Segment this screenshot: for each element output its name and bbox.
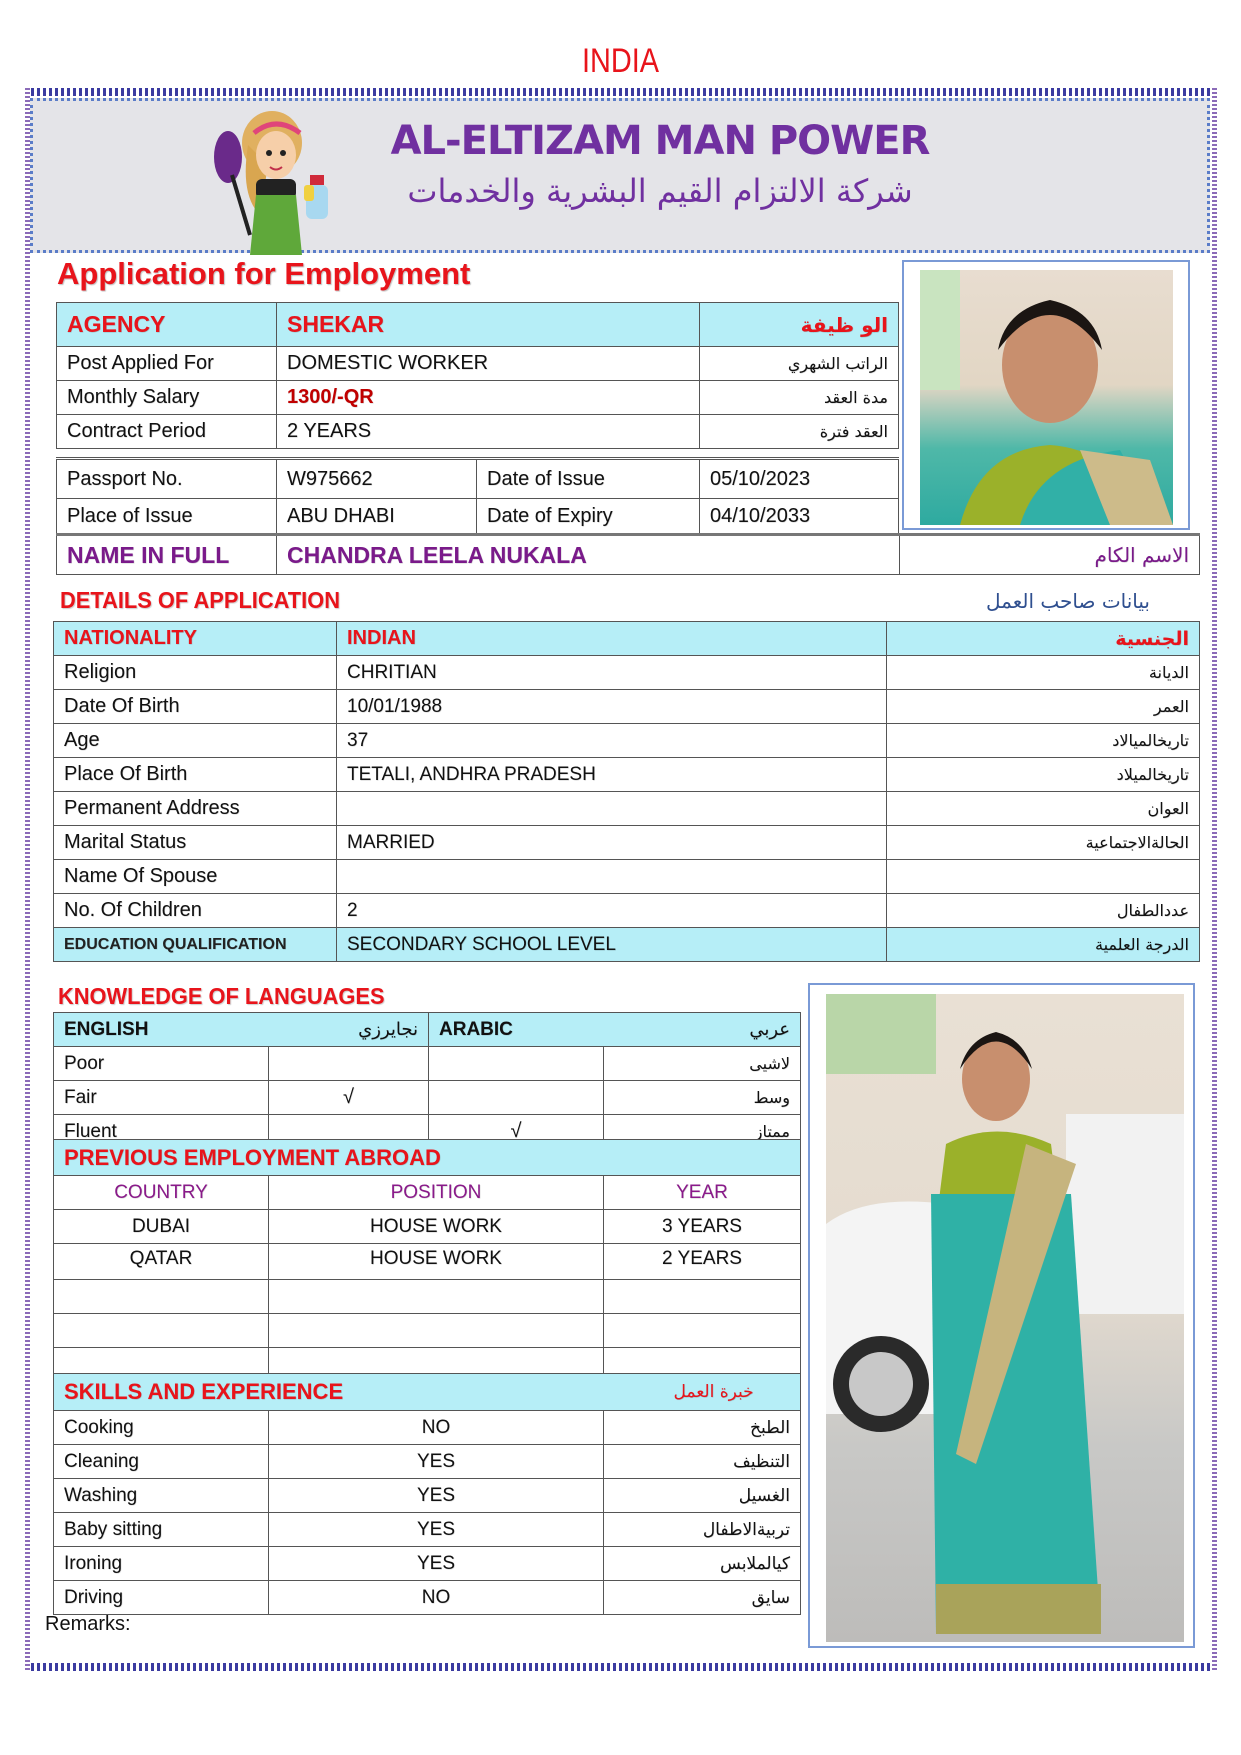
- employment-year: [604, 1280, 801, 1314]
- skill-ironing-arabic: كيالملابس: [604, 1547, 801, 1581]
- position-column-header: POSITION: [269, 1176, 604, 1210]
- full-name-label: NAME IN FULL: [57, 535, 277, 575]
- page-border-left: [25, 88, 30, 1671]
- marital-status-arabic: الحالةالاجتماعية: [887, 826, 1200, 860]
- english-fair-check: √: [269, 1081, 429, 1115]
- skills-section-title-arabic: خبرة العمل: [604, 1374, 801, 1411]
- passport-photo-frame: [902, 260, 1190, 530]
- dob-value: 10/01/1988: [337, 690, 887, 724]
- agency-value: SHEKAR: [277, 303, 700, 347]
- arabic-header: ARABIC: [429, 1013, 604, 1047]
- table-row: [54, 1411, 801, 1445]
- employment-position: HOUSE WORK: [269, 1244, 604, 1280]
- post-label: Post Applied For: [57, 347, 277, 381]
- salary-arabic: مدة العقد: [700, 381, 899, 415]
- skill-cleaning-arabic: التنظيف: [604, 1445, 801, 1479]
- arabic-poor-check: [429, 1047, 604, 1081]
- place-of-birth-label: Place Of Birth: [54, 758, 337, 792]
- full-length-photo-frame: [808, 983, 1195, 1648]
- skill-driving-value: NO: [269, 1581, 604, 1615]
- details-section-title: DETAILS OF APPLICATION: [60, 587, 340, 613]
- country-title: INDIA: [581, 42, 660, 80]
- employment-year: 3 YEARS: [604, 1210, 801, 1244]
- table-row: [57, 459, 899, 499]
- application-summary-table: [56, 302, 899, 449]
- nationality-row: [54, 622, 1200, 656]
- table-row: [57, 499, 899, 535]
- application-title: Application for Employment: [57, 256, 471, 291]
- skills-title-row: [54, 1374, 801, 1411]
- address-arabic: العوان: [887, 792, 1200, 826]
- employment-position: HOUSE WORK: [269, 1210, 604, 1244]
- religion-value: CHRITIAN: [337, 656, 887, 690]
- table-row: [54, 826, 1200, 860]
- passport-no-label: Passport No.: [57, 459, 277, 499]
- employment-position: [269, 1280, 604, 1314]
- nationality-arabic: الجنسية: [887, 622, 1200, 656]
- address-value: [337, 792, 887, 826]
- salary-value: 1300/-QR: [277, 381, 700, 415]
- contract-value: 2 YEARS: [277, 415, 700, 449]
- level-fair-arabic: وسط: [604, 1081, 801, 1115]
- languages-section-title: KNOWLEDGE OF LANGUAGES: [58, 983, 385, 1009]
- issue-date-label: Date of Issue: [477, 459, 700, 499]
- english-header: ENGLISH: [54, 1013, 269, 1047]
- languages-table: [53, 1012, 801, 1149]
- spouse-arabic: [887, 860, 1200, 894]
- remarks-label: Remarks:: [45, 1613, 131, 1635]
- age-arabic: تاريخالميالاد: [887, 724, 1200, 758]
- skill-driving-arabic: سايق: [604, 1581, 801, 1615]
- skill-ironing-value: YES: [269, 1547, 604, 1581]
- nationality-value: INDIAN: [337, 622, 887, 656]
- passport-table: [56, 457, 899, 535]
- skills-section-title: SKILLS AND EXPERIENCE: [54, 1374, 604, 1411]
- place-of-birth-value: TETALI, ANDHRA PRADESH: [337, 758, 887, 792]
- expiry-date-label: Date of Expiry: [477, 499, 700, 535]
- children-label: No. Of Children: [54, 894, 337, 928]
- skill-babysitting-label: Baby sitting: [54, 1513, 269, 1547]
- employment-year: [604, 1314, 801, 1348]
- spouse-value: [337, 860, 887, 894]
- level-poor: Poor: [54, 1047, 269, 1081]
- employment-header-row: [54, 1176, 801, 1210]
- table-row: [54, 1244, 801, 1280]
- dob-arabic: العمر: [887, 690, 1200, 724]
- english-header-arabic: نجايرزي: [269, 1013, 429, 1047]
- table-row: [54, 1445, 801, 1479]
- company-name-arabic: شركة الالتزام القيم البشرية والخدمات: [407, 172, 913, 210]
- skill-babysitting-value: YES: [269, 1513, 604, 1547]
- table-row: [54, 758, 1200, 792]
- company-name-english: AL-ELTIZAM MAN POWER: [390, 118, 930, 164]
- post-arabic: الراتب الشهري: [700, 347, 899, 381]
- employment-title-row: [54, 1140, 801, 1176]
- employment-year: 2 YEARS: [604, 1244, 801, 1280]
- nationality-label: NATIONALITY: [54, 622, 337, 656]
- level-fluent-arabic: ممتاز: [604, 1115, 801, 1149]
- education-arabic: الدرجة العلمية: [887, 928, 1200, 962]
- passport-photo: [920, 270, 1173, 525]
- arabic-fair-check: [429, 1081, 604, 1115]
- education-value: SECONDARY SCHOOL LEVEL: [337, 928, 887, 962]
- skill-cleaning-label: Cleaning: [54, 1445, 269, 1479]
- table-row: [54, 690, 1200, 724]
- religion-label: Religion: [54, 656, 337, 690]
- religion-arabic: الديانة: [887, 656, 1200, 690]
- table-row: [54, 860, 1200, 894]
- details-section-title-arabic: بيانات صاحب العمل: [986, 589, 1150, 613]
- agency-label: AGENCY: [57, 303, 277, 347]
- agency-arabic-label: الو ظيفة: [700, 303, 899, 347]
- full-length-photo: [826, 994, 1184, 1642]
- full-name-table: [56, 533, 1200, 575]
- contract-label: Contract Period: [57, 415, 277, 449]
- table-row: [54, 792, 1200, 826]
- skill-cooking-value: NO: [269, 1411, 604, 1445]
- table-row: [54, 1314, 801, 1348]
- table-row: [57, 415, 899, 449]
- level-poor-arabic: لاشيى: [604, 1047, 801, 1081]
- skill-cleaning-value: YES: [269, 1445, 604, 1479]
- issue-date-value: 05/10/2023: [700, 459, 899, 499]
- table-row: [54, 1513, 801, 1547]
- table-row: [57, 347, 899, 381]
- employment-country: [54, 1280, 269, 1314]
- table-row: [54, 1081, 801, 1115]
- marital-status-value: MARRIED: [337, 826, 887, 860]
- arabic-header-arabic: عربي: [604, 1013, 801, 1047]
- education-label: EDUCATION QUALIFICATION: [54, 928, 337, 962]
- employment-country: [54, 1314, 269, 1348]
- marital-status-label: Marital Status: [54, 826, 337, 860]
- place-of-issue-label: Place of Issue: [57, 499, 277, 535]
- address-label: Permanent Address: [54, 792, 337, 826]
- table-row: [54, 1581, 801, 1615]
- contract-arabic: العقد فترة: [700, 415, 899, 449]
- skill-washing-arabic: الغسيل: [604, 1479, 801, 1513]
- agency-row: [57, 303, 899, 347]
- salary-label: Monthly Salary: [57, 381, 277, 415]
- page-border-top: [25, 88, 1217, 96]
- table-row: [54, 894, 1200, 928]
- skill-washing-label: Washing: [54, 1479, 269, 1513]
- level-fluent: Fluent: [54, 1115, 269, 1149]
- table-row: [54, 1547, 801, 1581]
- table-row: [54, 1047, 801, 1081]
- table-row: [54, 656, 1200, 690]
- employment-section-title: PREVIOUS EMPLOYMENT ABROAD: [54, 1140, 801, 1176]
- level-fair: Fair: [54, 1081, 269, 1115]
- table-row: [54, 1479, 801, 1513]
- skill-babysitting-arabic: تربيةالاطفال: [604, 1513, 801, 1547]
- arabic-fluent-check: √: [429, 1115, 604, 1149]
- age-label: Age: [54, 724, 337, 758]
- page-border-bottom: [25, 1663, 1217, 1671]
- employment-position: [269, 1314, 604, 1348]
- dob-label: Date Of Birth: [54, 690, 337, 724]
- table-row: [54, 724, 1200, 758]
- table-row: [54, 1280, 801, 1314]
- place-of-birth-arabic: تاريخالميلاد: [887, 758, 1200, 792]
- age-value: 37: [337, 724, 887, 758]
- full-name-row: [57, 535, 1200, 575]
- skill-driving-label: Driving: [54, 1581, 269, 1615]
- spouse-label: Name Of Spouse: [54, 860, 337, 894]
- details-table: [53, 621, 1200, 962]
- skill-ironing-label: Ironing: [54, 1547, 269, 1581]
- full-name-arabic: الاسم الكام: [900, 535, 1200, 575]
- table-row: [54, 1210, 801, 1244]
- children-arabic: عددالطفال: [887, 894, 1200, 928]
- skill-washing-value: YES: [269, 1479, 604, 1513]
- year-column-header: YEAR: [604, 1176, 801, 1210]
- education-row: [54, 928, 1200, 962]
- children-value: 2: [337, 894, 887, 928]
- languages-header-row: [54, 1013, 801, 1047]
- employment-table: [53, 1139, 801, 1382]
- employment-country: DUBAI: [54, 1210, 269, 1244]
- post-value: DOMESTIC WORKER: [277, 347, 700, 381]
- expiry-date-value: 04/10/2033: [700, 499, 899, 535]
- country-column-header: COUNTRY: [54, 1176, 269, 1210]
- employment-country: QATAR: [54, 1244, 269, 1280]
- skills-table: [53, 1373, 801, 1615]
- skill-cooking-label: Cooking: [54, 1411, 269, 1445]
- full-name-value: CHANDRA LEELA NUKALA: [277, 535, 900, 575]
- place-of-issue-value: ABU DHABI: [277, 499, 477, 535]
- english-poor-check: [269, 1047, 429, 1081]
- page-border-right: [1212, 88, 1217, 1671]
- passport-no-value: W975662: [277, 459, 477, 499]
- table-row: [57, 381, 899, 415]
- maid-cartoon-logo-icon: [210, 105, 340, 265]
- skill-cooking-arabic: الطبخ: [604, 1411, 801, 1445]
